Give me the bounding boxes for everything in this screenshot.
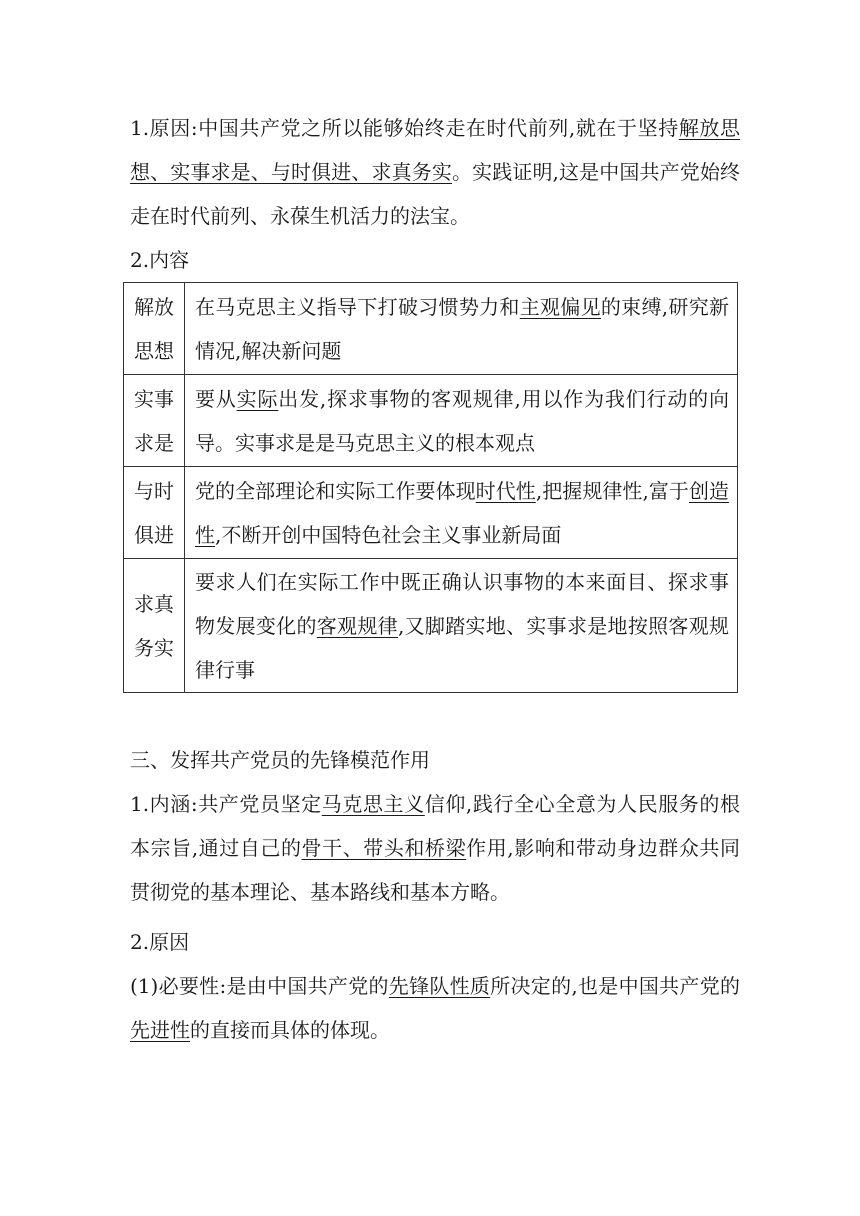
content-table: [123, 282, 738, 693]
table-row: [124, 467, 738, 559]
content-heading: 2.内容: [130, 248, 190, 272]
reason-heading: 2.原因: [130, 930, 190, 954]
reason-paragraph: [130, 106, 740, 238]
row-head: 解放 思想: [124, 283, 185, 375]
section-title: 三、发挥共产党员的先锋模范作用: [130, 748, 430, 772]
reason-suffix: 。实践证明,这是中国共产党始终走在时代前列、永葆生机活力的法宝。: [130, 160, 741, 228]
table-row: [124, 559, 738, 693]
necessity-paragraph: (1)必要性:是由中国共产党的先锋队性质所决定的,也是中国共产党的先进性的直接而具体的体现。: [130, 974, 741, 1042]
row-head: 实事 求是: [124, 375, 185, 467]
row-head: 求真 务实: [124, 559, 185, 693]
row-body: 党的全部理论和实际工作要体现时代性,把握规律性,富于创造性,不断开创中国特色社会主义事业新局面: [185, 467, 738, 559]
row-head: 与时 俱进: [124, 467, 185, 559]
row-body: 在马克思主义指导下打破习惯势力和主观偏见的束缚,研究新情况,解决新问题: [185, 283, 738, 375]
reason-underlined-keywords: 解放思想、实事求是、与时俱进、求真务实: [130, 116, 740, 184]
row-body: 要求人们在实际工作中既正确认识事物的本来面目、探求事物发展变化的客观规律,又脚踏实地、实事求是地按照客观规律行事: [185, 559, 738, 693]
reason-prefix: 1.原因:中国共产党之所以能够始终走在时代前列,就在于坚持: [130, 116, 679, 140]
table-row: [124, 283, 738, 375]
table-row: [124, 375, 738, 467]
connotation-paragraph: 1.内涵:共产党员坚定马克思主义信仰,践行全心全意为人民服务的根本宗旨,通过自己的骨干、带头和桥梁作用,影响和带动身边群众共同贯彻党的基本理论、基本路线和基本方略。: [130, 792, 741, 904]
row-body: 要从实际出发,探求事物的客观规律,用以作为我们行动的向导。实事求是是马克思主义的根本观点: [185, 375, 738, 467]
